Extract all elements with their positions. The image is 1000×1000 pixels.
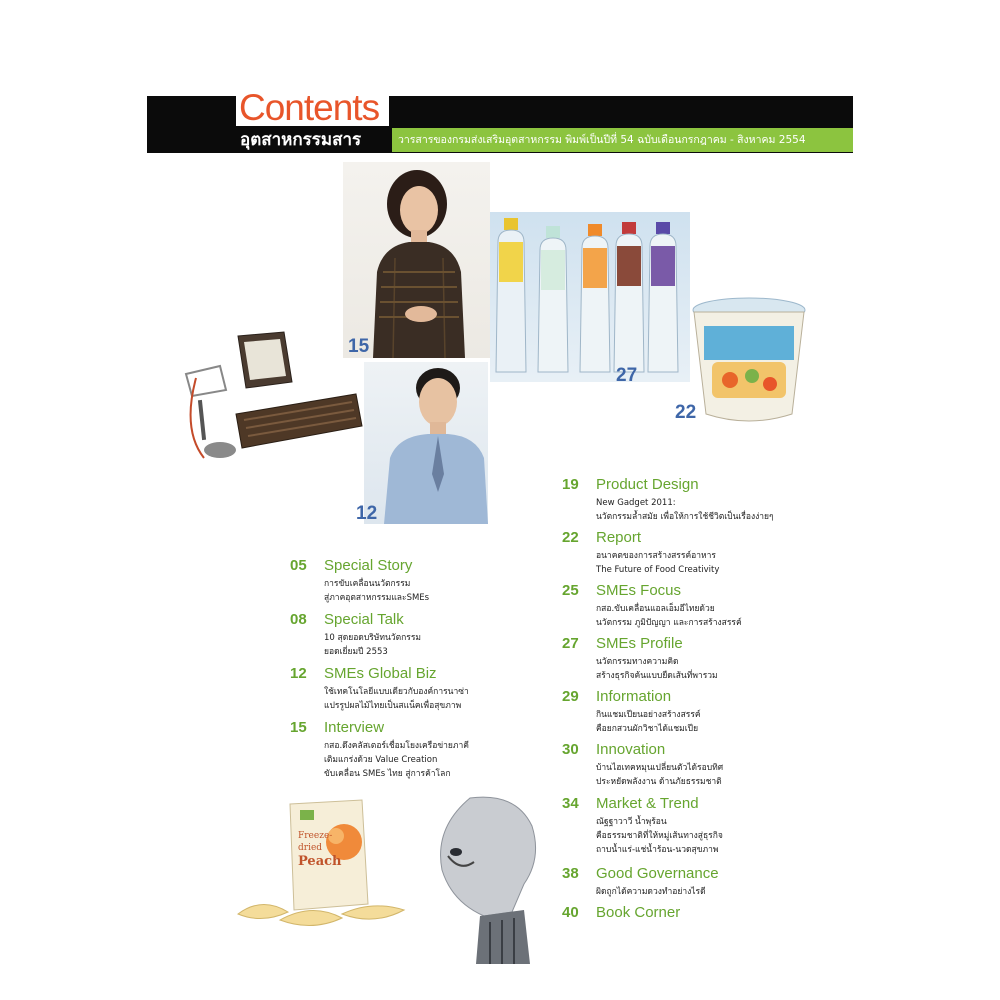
toc-desc-line: เติมแกร่งด้วย Value Creation bbox=[324, 755, 438, 765]
toc-page-number: 15 bbox=[290, 719, 307, 736]
toc-item[interactable] bbox=[562, 634, 822, 684]
toc-description bbox=[596, 885, 706, 899]
toc-title: SMEs Profile bbox=[596, 635, 683, 652]
toc-desc-line: ใช้เทคโนโลยีแบบเดียวกับองค์การนาซ่า bbox=[324, 687, 469, 697]
toc-page-number: 38 bbox=[562, 865, 579, 882]
toc-page-number: 05 bbox=[290, 557, 307, 574]
toc-item[interactable] bbox=[562, 864, 822, 900]
toc-title: Good Governance bbox=[596, 865, 719, 882]
photo-page-number: 15 bbox=[348, 336, 370, 357]
toc-title: Innovation bbox=[596, 741, 666, 758]
photo-page-number: 12 bbox=[356, 503, 378, 524]
toc-description bbox=[596, 602, 742, 630]
toc-page-number: 40 bbox=[562, 904, 579, 921]
toc-desc-line: ณัฐฐาวาวี น้ำพุร้อน bbox=[596, 817, 667, 827]
toc-page-number: 08 bbox=[290, 611, 307, 628]
toc-title: Special Story bbox=[324, 557, 413, 574]
toc-item[interactable] bbox=[562, 581, 822, 631]
toc-title: Book Corner bbox=[596, 904, 681, 921]
toc-desc-line: คือยกสวนผักวิชาได้แชมเปีย bbox=[596, 724, 699, 734]
toc-desc-line: นวัตกรรมทางความคิด bbox=[596, 657, 679, 667]
toc-description bbox=[324, 685, 469, 713]
toc-page-number: 25 bbox=[562, 582, 579, 599]
toc-desc-line: The Future of Food Creativity bbox=[596, 565, 720, 575]
toc-desc-line: New Gadget 2011: bbox=[596, 498, 676, 508]
toc-page-number: 22 bbox=[562, 529, 579, 546]
snack-box-label bbox=[298, 830, 358, 870]
magazine-name: อุตสาหกรรมสาร bbox=[240, 130, 362, 150]
woman-portrait-photo bbox=[343, 162, 490, 358]
toc-item[interactable] bbox=[562, 794, 822, 860]
snack-label-line: Peach bbox=[298, 854, 342, 869]
toc-desc-line: อนาคตของการสร้างสรรค์อาหาร bbox=[596, 551, 716, 561]
toc-item[interactable] bbox=[290, 556, 530, 604]
toc-description bbox=[596, 708, 701, 736]
man-illustration bbox=[364, 362, 488, 524]
toc-page-number: 12 bbox=[290, 665, 307, 682]
toc-title: Special Talk bbox=[324, 611, 404, 628]
toc-page-number: 29 bbox=[562, 688, 579, 705]
toc-item[interactable] bbox=[290, 664, 530, 712]
toc-item[interactable] bbox=[562, 740, 822, 790]
toc-desc-line: ประหยัดพลังงาน ด้านภัยธรรมชาติ bbox=[596, 777, 722, 787]
toc-title: Interview bbox=[324, 719, 385, 736]
toc-page-number: 30 bbox=[562, 741, 579, 758]
toc-desc-line: กสอ.ขับเคลื่อนแอลเอ็มอีไทยด้วย bbox=[596, 604, 715, 614]
toc-item[interactable] bbox=[562, 528, 822, 578]
toc-desc-line: กินแชมเปียนอย่างสร้างสรรค์ bbox=[596, 710, 701, 720]
toc-item[interactable] bbox=[290, 610, 530, 658]
gadget-keyboard-photo bbox=[180, 330, 365, 462]
toc-item[interactable] bbox=[562, 475, 822, 525]
toc-desc-line: กสอ.ดึงคลัสเตอร์เชื่อมโยงเครือข่ายภาคี bbox=[324, 741, 469, 751]
toc-description bbox=[596, 549, 719, 577]
toc-title: Product Design bbox=[596, 476, 699, 493]
bottles-illustration bbox=[490, 212, 690, 382]
toc-item[interactable] bbox=[562, 903, 822, 925]
photo-page-number: 22 bbox=[675, 402, 697, 423]
snack-box-photo bbox=[232, 796, 422, 936]
robot-illustration bbox=[420, 792, 546, 964]
keyboard-illustration bbox=[180, 330, 365, 462]
toc-desc-line: การขับเคลื่อนนวัตกรรม bbox=[324, 579, 411, 589]
cup-illustration bbox=[690, 296, 808, 428]
robot-photo bbox=[420, 792, 546, 964]
toc-desc-line: ยอดเยี่ยมปี 2553 bbox=[324, 647, 388, 657]
toc-desc-line: แปรรูปผลไม้ไทยเป็นสแน็คเพื่อสุขภาพ bbox=[324, 701, 462, 711]
toc-description bbox=[596, 496, 774, 524]
toc-desc-line: คือธรรมชาติที่ให้หมู่เส้นทางสู่ธุรกิจ bbox=[596, 831, 723, 841]
toc-description bbox=[324, 631, 421, 659]
toc-title: Report bbox=[596, 529, 642, 546]
photo-page-number: 27 bbox=[616, 365, 638, 386]
toc-description bbox=[596, 655, 718, 683]
toc-title: Market & Trend bbox=[596, 795, 699, 812]
toc-page-number: 34 bbox=[562, 795, 579, 812]
toc-title: SMEs Global Biz bbox=[324, 665, 437, 682]
toc-desc-line: ขับเคลื่อน SMEs ไทย สู่การค้าโลก bbox=[324, 769, 451, 779]
noodle-cup-photo bbox=[690, 296, 808, 428]
toc-desc-line: นวัตกรรมล้ำสมัย เพื่อให้การใช้ชีวิตเป็นเรื่องง่ายๆ bbox=[596, 512, 774, 522]
snack-label-line: Freeze- bbox=[298, 831, 333, 841]
toc-desc-line: ผิดถูกได้ความดวงทำอย่างไรดี bbox=[596, 887, 706, 897]
toc-desc-line: บ้านไฮเทคหมุนเปลี่ยนตัวได้รอบทิศ bbox=[596, 763, 724, 773]
toc-description bbox=[324, 577, 429, 605]
snack-label-line: dried bbox=[298, 843, 323, 853]
toc-title: SMEs Focus bbox=[596, 582, 682, 599]
toc-desc-line: สร้างธุรกิจค้นแบบยืดเส้นที่พารวม bbox=[596, 671, 718, 681]
toc-description bbox=[324, 739, 469, 781]
toc-page-number: 27 bbox=[562, 635, 579, 652]
toc-desc-line: ถาบน้ำแร่-แช่น้ำร้อน-นวดสุขภาพ bbox=[596, 845, 719, 855]
toc-description bbox=[596, 761, 723, 789]
drink-bottles-photo bbox=[490, 212, 690, 382]
toc-desc-line: 10 สุดยอดบริษัทนวัตกรรม bbox=[324, 633, 421, 643]
man-portrait-photo bbox=[364, 362, 488, 524]
toc-desc-line: นวัตกรรม ภูมิปัญญา และการสร้างสรรค์ bbox=[596, 618, 742, 628]
toc-description bbox=[596, 815, 723, 857]
toc-desc-line: สู่ภาคอุตสาหกรรมและSMEs bbox=[324, 593, 430, 603]
toc-page-number: 19 bbox=[562, 476, 579, 493]
toc-item[interactable] bbox=[290, 718, 530, 782]
toc-title: Information bbox=[596, 688, 672, 705]
magazine-tagline: วารสารของกรมส่งเสริมอุตสาหกรรม พิมพ์เป็นปีที่ 54 ฉบับเดือนกรกฎาคม - สิงหาคม 2554 bbox=[398, 134, 806, 146]
page-title: Contents bbox=[239, 87, 380, 128]
woman-illustration bbox=[343, 162, 490, 358]
toc-item[interactable] bbox=[562, 687, 822, 737]
